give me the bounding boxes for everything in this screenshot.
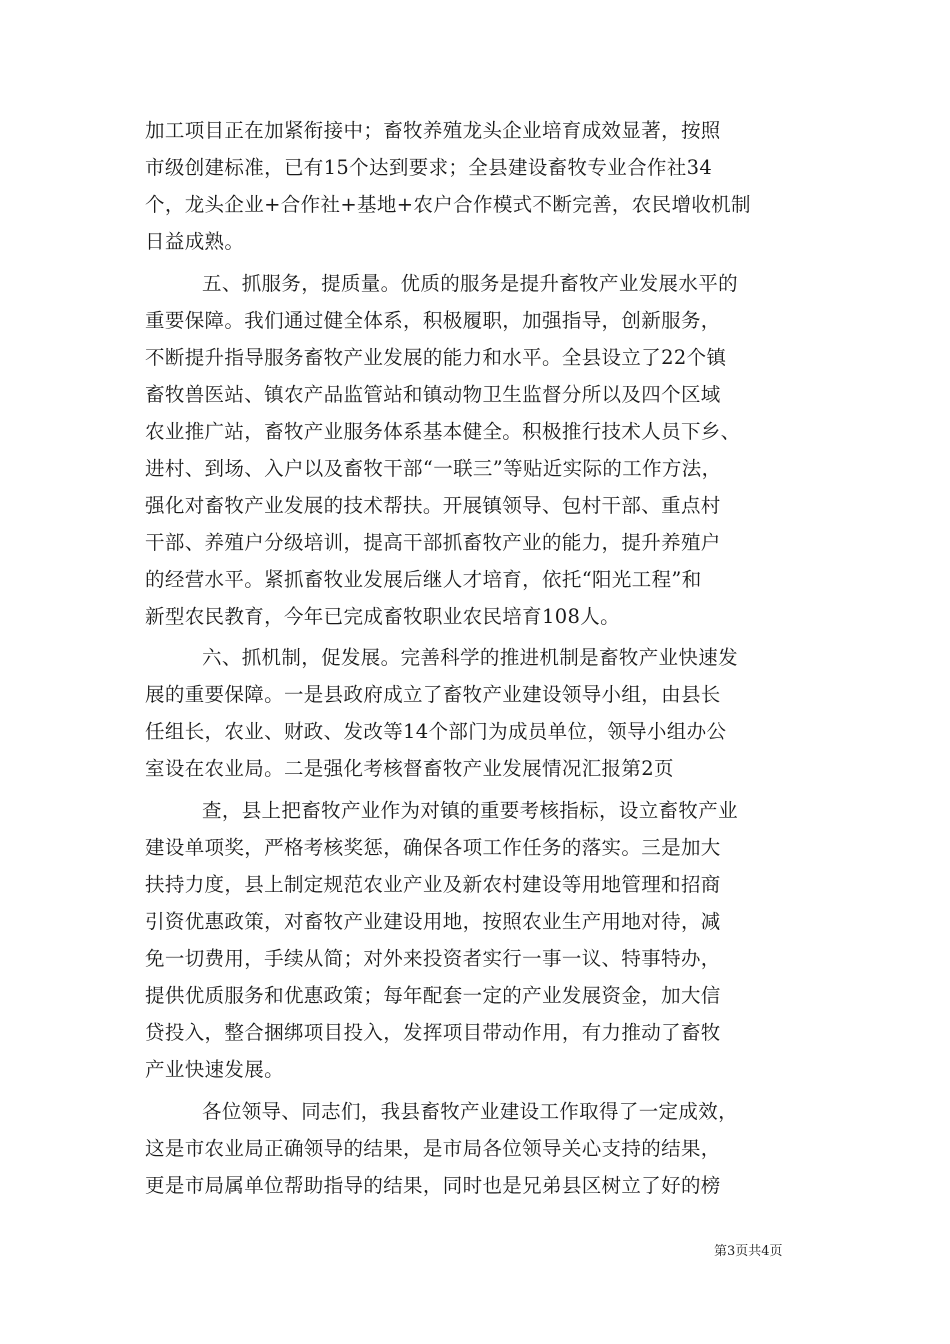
text-line: 个，龙头企业+合作社+基地+农户合作模式不断完善，农民增收机制 — [145, 193, 751, 216]
text-line: 更是市局属单位帮助指导的结果，同时也是兄弟县区树立了好的榜 — [145, 1174, 721, 1197]
paragraph-start-line: 六、抓机制，促发展。完善科学的推进机制是畜牧产业快速发 — [202, 646, 738, 669]
paragraph-start-line: 五、抓服务，提质量。优质的服务是提升畜牧产业发展水平的 — [202, 272, 738, 295]
text-line: 重要保障。我们通过健全体系，积极履职，加强指导，创新服务， — [145, 309, 721, 332]
paragraph-start-line: 查，县上把畜牧产业作为对镇的重要考核指标，设立畜牧产业 — [202, 799, 738, 822]
text-line: 的经营水平。紧抓畜牧业发展后继人才培育，依托“阳光工程”和 — [145, 568, 702, 591]
text-line: 室设在农业局。二是强化考核督畜牧产业发展情况汇报第2页 — [145, 757, 674, 780]
text-line: 展的重要保障。一是县政府成立了畜牧产业建设领导小组，由县长 — [145, 683, 721, 706]
text-line: 市级创建标准，已有15个达到要求；全县建设畜牧专业合作社34 — [145, 156, 713, 179]
text-line: 任组长，农业、财政、发改等14个部门为成员单位，领导小组办公 — [145, 720, 727, 743]
text-line: 贷投入，整合捆绑项目投入，发挥项目带动作用，有力推动了畜牧 — [145, 1021, 721, 1044]
text-line: 畜牧兽医站、镇农产品监管站和镇动物卫生监督分所以及四个区域 — [145, 383, 721, 406]
text-line: 扶持力度，县上制定规范农业产业及新农村建设等用地管理和招商 — [145, 873, 721, 896]
text-line: 免一切费用，手续从简；对外来投资者实行一事一议、特事特办， — [145, 947, 721, 970]
page-number: 第3页共4页 — [714, 1244, 783, 1259]
text-line: 建设单项奖，严格考核奖惩，确保各项工作任务的落实。三是加大 — [145, 836, 721, 859]
text-line: 引资优惠政策，对畜牧产业建设用地，按照农业生产用地对待，减 — [145, 910, 721, 933]
text-line: 这是市农业局正确领导的结果，是市局各位领导关心支持的结果， — [145, 1137, 721, 1160]
paragraph-start-line: 各位领导、同志们，我县畜牧产业建设工作取得了一定成效， — [202, 1100, 738, 1123]
text-line: 干部、养殖户分级培训，提高干部抓畜牧产业的能力，提升养殖户 — [145, 531, 721, 554]
text-line: 新型农民教育，今年已完成畜牧职业农民培育108人。 — [145, 605, 620, 628]
text-line: 强化对畜牧产业发展的技术帮扶。开展镇领导、包村干部、重点村 — [145, 494, 721, 517]
text-line: 进村、到场、入户以及畜牧干部“一联三”等贴近实际的工作方法， — [145, 457, 722, 480]
text-line: 产业快速发展。 — [145, 1058, 284, 1081]
text-line: 加工项目正在加紧衔接中；畜牧养殖龙头企业培育成效显著，按照 — [145, 119, 721, 142]
text-line: 不断提升指导服务畜牧产业发展的能力和水平。全县设立了22个镇 — [145, 346, 727, 369]
text-line: 日益成熟。 — [145, 230, 245, 253]
text-line: 提供优质服务和优惠政策；每年配套一定的产业发展资金，加大信 — [145, 984, 721, 1007]
text-line: 农业推广站，畜牧产业服务体系基本健全。积极推行技术人员下乡、 — [145, 420, 741, 443]
